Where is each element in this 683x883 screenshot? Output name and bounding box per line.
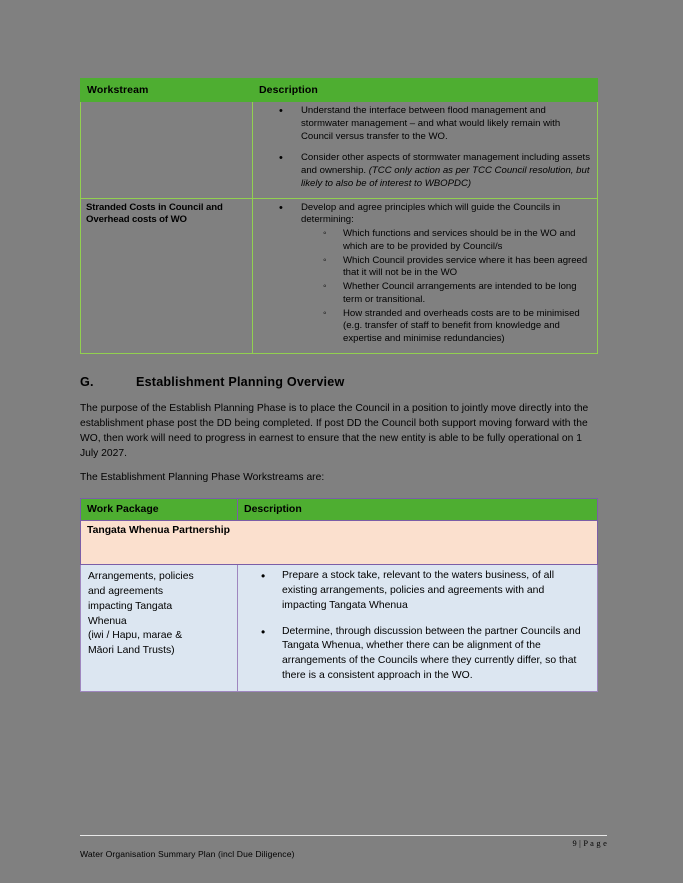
work-package-line: impacting Tangata bbox=[88, 600, 173, 612]
list-item bbox=[279, 152, 592, 190]
table-row bbox=[81, 198, 598, 353]
work-package-line: Māori Land Trusts) bbox=[88, 645, 175, 657]
table-row bbox=[81, 102, 598, 199]
section-title: Establishment Planning Overview bbox=[136, 374, 345, 389]
workstream-name-cell: Stranded Costs in Council and Overhead costs of WO bbox=[81, 198, 253, 353]
work-package-line: and agreements bbox=[88, 586, 164, 598]
list-item bbox=[279, 105, 592, 143]
sub-list-item: ◦ Which Council provides service where it has been agreed that it will not be in the WO bbox=[323, 255, 592, 281]
workstream-table-head bbox=[81, 79, 598, 102]
sub-list-item: ◦ How stranded and overheads costs are to be minimised (e.g. transfer of staff to benefit from knowledge and expertise and minimise redundancies) bbox=[323, 308, 592, 346]
footer-document-title: Water Organisation Summary Plan (incl Due Diligence) bbox=[80, 849, 295, 859]
table-header-row bbox=[81, 499, 598, 521]
sub-list-item: ◦ Which functions and services should be in the WO and which are to be provided by Council/s bbox=[323, 228, 592, 254]
section-heading bbox=[80, 375, 597, 389]
work-package-table bbox=[80, 498, 598, 691]
bullet-list bbox=[258, 105, 592, 191]
work-package-name-cell bbox=[81, 565, 238, 691]
table-section-row bbox=[81, 521, 598, 565]
workstream-description-cell bbox=[253, 198, 598, 353]
bullet-text: Develop and agree principles which will guide the Councils in determining: bbox=[301, 201, 561, 226]
list-item: • Determine, through discussion between the partner Councils and Tangata Whenua, whether there can be alignment of the arrangements of the Councils where they currently differ, so that there is a consistent approach in the WO. bbox=[261, 625, 591, 684]
workstream-table-body bbox=[81, 102, 598, 354]
footer-page-number: 9 | P a g e bbox=[572, 839, 607, 848]
section-paragraph-1: The purpose of the Establish Planning Phase is to place the Council in a position to jointly move directly into the establishment phase post the DD being completed. If post DD the Council both support moving forward with the WO, then work will need to progress in earnest to ensure that the new entity is able to be fully operational on 1 July 2027. bbox=[80, 402, 589, 459]
bullet-text-italic: (TCC only action as per TCC Council resolution, but likely to also be of interest to WBOPDC) bbox=[301, 165, 590, 189]
bullet-text: Consider other aspects of stormwater management including assets and ownership. bbox=[301, 152, 591, 176]
sub-bullet-list bbox=[301, 228, 592, 346]
work-package-line: (iwi / Hapu, marae & bbox=[88, 630, 183, 642]
workstream-name-cell bbox=[81, 102, 253, 199]
column-header-description: Description bbox=[253, 79, 598, 102]
sub-list-item: ◦ Whether Council arrangements are intended to be long term or transitional. bbox=[323, 281, 592, 307]
list-item bbox=[279, 202, 592, 346]
work-package-table-head bbox=[81, 499, 598, 521]
work-package-line: Arrangements, policies bbox=[88, 571, 194, 583]
section-band-label: Tangata Whenua Partnership bbox=[81, 521, 598, 565]
work-package-description-cell bbox=[238, 565, 598, 691]
footer-divider bbox=[80, 835, 607, 836]
column-header-work-package: Work Package bbox=[81, 499, 238, 521]
work-package-table-body bbox=[81, 521, 598, 691]
bullet-list bbox=[258, 202, 592, 346]
table-header-row bbox=[81, 79, 598, 102]
column-header-workstream: Workstream bbox=[81, 79, 253, 102]
work-package-line: Whenua bbox=[88, 615, 127, 627]
table-row bbox=[81, 565, 598, 691]
section-number: G. bbox=[80, 374, 94, 389]
bullet-text: Understand the interface between flood management and stormwater management – and what would likely remain with Council versus transfer to the WO. bbox=[301, 105, 561, 142]
list-item: • Prepare a stock take, relevant to the waters business, of all existing arrangements, policies and agreements with and impacting Tangata Whenua bbox=[261, 569, 591, 613]
page-footer bbox=[80, 835, 605, 859]
workstream-description-cell bbox=[253, 102, 598, 199]
column-header-description: Description bbox=[238, 499, 598, 521]
workstream-table bbox=[80, 78, 598, 354]
bullet-list bbox=[244, 569, 591, 683]
section-paragraph-2: The Establishment Planning Phase Workstreams are: bbox=[80, 472, 325, 484]
